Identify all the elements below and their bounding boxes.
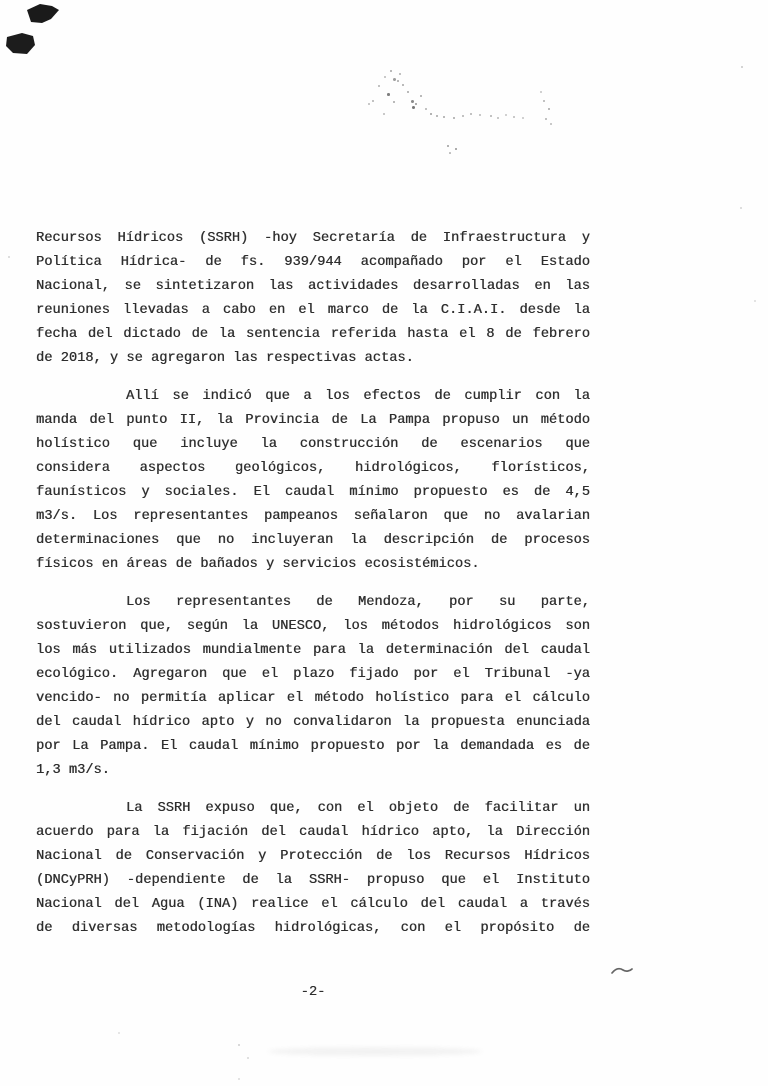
paragraph: [36, 385, 590, 577]
text-line: acuerdo para la fijación del caudal hídrico apto, la Dirección: [36, 825, 590, 840]
scan-streak: [268, 1047, 482, 1056]
ink-speck: [8, 256, 10, 258]
text-line: manda del punto II, la Provincia de La Pampa propuso un método: [36, 413, 590, 428]
ink-speck: [384, 76, 386, 78]
ink-speck: [387, 93, 390, 96]
ink-speck: [550, 123, 552, 125]
ink-speck: [412, 106, 415, 109]
scan-mark-icon: [27, 4, 59, 23]
text-line: de 2018, y se agregaron las respectivas actas.: [36, 351, 414, 366]
ink-speck: [407, 91, 409, 93]
ink-speck: [545, 118, 547, 120]
text-line: m3/s. Los representantes pampeanos señalaron que no avalarian: [36, 509, 590, 524]
ink-speck: [238, 1044, 240, 1046]
ink-speck: [411, 100, 414, 103]
ink-speck: [430, 113, 432, 115]
paragraph: [36, 591, 590, 783]
text-line: sostuvieron que, según la UNESCO, los métodos hidrológicos son: [36, 619, 590, 634]
ink-speck: [368, 103, 370, 105]
ink-speck: [462, 115, 464, 117]
ink-speck: [505, 114, 507, 116]
ink-speck: [543, 100, 545, 102]
text-line: Allí se indicó que a los efectos de cumplir con la: [126, 389, 590, 404]
ink-speck: [479, 114, 481, 116]
ink-speck: [740, 207, 742, 209]
ink-speck: [399, 73, 401, 75]
text-line: La SSRH expuso que, con el objeto de facilitar un: [126, 801, 590, 816]
ink-speck: [754, 300, 756, 302]
ink-speck: [522, 117, 524, 119]
text-line: Nacional de Conservación y Protección de los Recursos Hídricos: [36, 849, 590, 864]
text-line: Nacional del Agua (INA) realice el cálculo del caudal a través: [36, 897, 590, 912]
ink-speck: [378, 85, 380, 87]
text-line: de diversas metodologías hidrológicas, con el propósito de: [36, 921, 590, 936]
text-line: determinaciones que no incluyeran la descripción de procesos: [36, 533, 590, 548]
paragraph: [36, 797, 590, 941]
text-line: los más utilizados mundialmente para la determinación del caudal: [36, 643, 590, 658]
ink-speck: [453, 117, 455, 119]
ink-speck: [415, 103, 417, 105]
ink-speck: [470, 113, 472, 115]
ink-speck: [540, 91, 542, 93]
page-number: -2-: [300, 985, 326, 1000]
ink-speck: [247, 1057, 249, 1059]
ink-speck: [455, 148, 457, 150]
text-line: 1,3 m3/s.: [36, 763, 110, 778]
text-line: ecológico. Agregaron que el plazo fijado por el Tribunal -ya: [36, 667, 590, 682]
scan-mark-icon: [6, 33, 35, 54]
text-line: por La Pampa. El caudal mínimo propuesto por la demandada es de: [36, 739, 590, 754]
ink-speck: [397, 80, 399, 82]
ink-speck: [118, 1032, 120, 1034]
text-line: Recursos Hídricos (SSRH) -hoy Secretaría de Infraestructura y: [36, 231, 590, 246]
ink-speck: [420, 95, 422, 97]
ink-speck: [390, 70, 392, 72]
ink-speck: [436, 115, 438, 117]
ink-speck: [497, 117, 499, 119]
ink-speck: [447, 145, 449, 147]
text-line: reuniones llevadas a cabo en el marco de la C.I.A.I. desde la: [36, 303, 590, 318]
paragraph: [36, 227, 590, 371]
ink-speck: [238, 1078, 240, 1080]
ink-speck: [425, 108, 427, 110]
ink-speck: [383, 113, 385, 115]
text-line: Los representantes de Mendoza, por su parte,: [126, 595, 590, 610]
text-line: del caudal hídrico apto y no convalidaron la propuesta enunciada: [36, 715, 590, 730]
text-line: físicos en áreas de bañados y servicios ecosistémicos.: [36, 557, 480, 572]
ink-speck: [548, 108, 550, 110]
text-line: (DNCyPRH) -dependiente de la SSRH- propuso que el Instituto: [36, 873, 590, 888]
text-line: Política Hídrica- de fs. 939/944 acompañado por el Estado: [36, 255, 590, 270]
ink-speck: [741, 66, 743, 68]
text-line: Nacional, se sintetizaron las actividades desarrolladas en las: [36, 279, 590, 294]
text-line: considera aspectos geológicos, hidrológicos, florísticos,: [36, 461, 590, 476]
text-line: vencido- no permitía aplicar el método holístico para el cálculo: [36, 691, 590, 706]
text-line: faunísticos y sociales. El caudal mínimo propuesto es de 4,5: [36, 485, 590, 500]
text-line: fecha del dictado de la sentencia referida hasta el 8 de febrero: [36, 327, 590, 342]
pen-squiggle-icon: [611, 965, 635, 977]
ink-speck: [513, 116, 515, 118]
scan-corner-marks: [0, 0, 80, 70]
text-line: holístico que incluye la construcción de escenarios que: [36, 437, 590, 452]
ink-speck: [443, 116, 445, 118]
ink-speck: [402, 84, 404, 86]
ink-speck: [393, 101, 395, 103]
document-text: [36, 227, 590, 941]
ink-speck: [372, 100, 374, 102]
ink-speck: [449, 152, 451, 154]
ink-speck: [393, 78, 396, 81]
ink-speck: [490, 115, 492, 117]
